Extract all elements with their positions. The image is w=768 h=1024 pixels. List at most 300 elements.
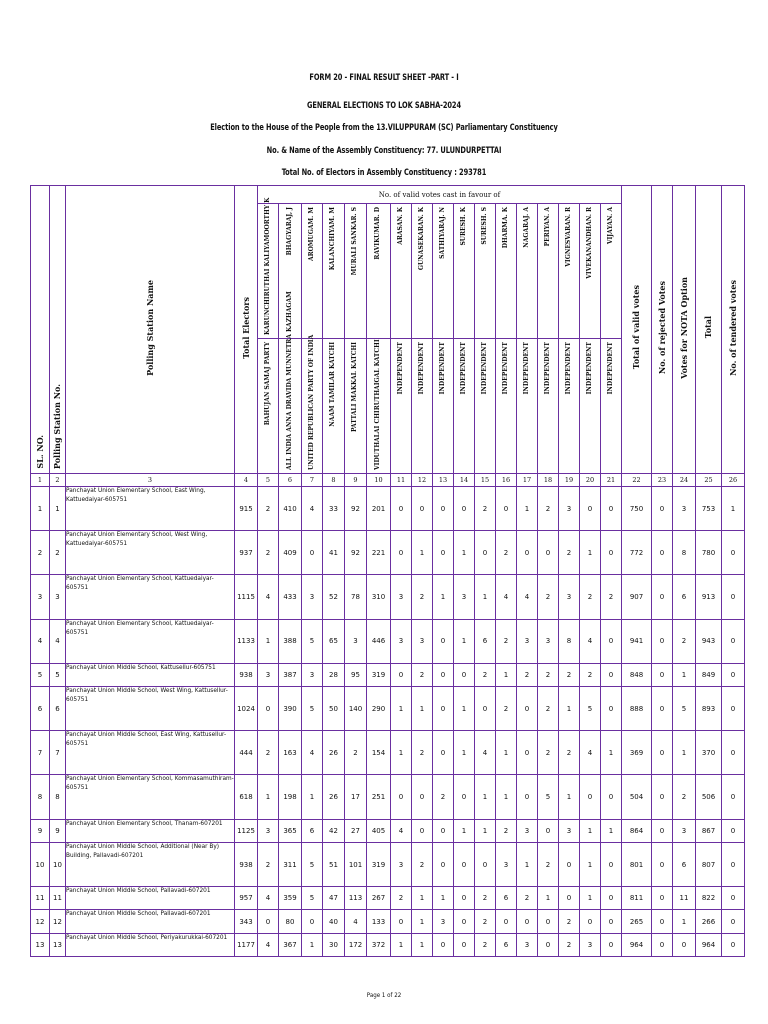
ps-name-cell: Panchayat Union Middle School, East Wing, Kattusellur-605751 xyxy=(66,731,235,775)
vote-cell: 359 xyxy=(279,887,302,910)
sl-no-cell: 12 xyxy=(31,910,50,933)
vote-cell: 1 xyxy=(391,731,412,775)
vote-cell: 221 xyxy=(367,531,391,575)
vote-cell: 92 xyxy=(345,487,367,531)
vote-cell: 4 xyxy=(475,731,496,775)
nota-cell: 5 xyxy=(673,687,696,731)
table-row xyxy=(31,887,745,910)
candidate-party: INDEPENDENT xyxy=(606,342,614,395)
total-cell: 807 xyxy=(696,842,722,886)
vote-cell: 4 xyxy=(258,575,279,619)
election-title: GENERAL ELECTIONS TO LOK SABHA-2024 xyxy=(306,101,462,111)
candidate-name: SATHIYARAJ. N xyxy=(438,207,446,259)
vote-cell: 1 xyxy=(559,687,580,731)
vote-cell: 2 xyxy=(580,663,601,686)
candidate-party: INDEPENDENT xyxy=(459,342,467,395)
nota-cell: 11 xyxy=(673,887,696,910)
vote-cell: 0 xyxy=(433,687,454,731)
vote-cell: 2 xyxy=(475,910,496,933)
vote-cell: 101 xyxy=(345,842,367,886)
vote-cell: 133 xyxy=(367,910,391,933)
nota-cell: 3 xyxy=(673,819,696,842)
vote-cell: 26 xyxy=(323,731,345,775)
ps-no-cell: 2 xyxy=(50,531,66,575)
vote-cell: 28 xyxy=(323,663,345,686)
column-number: 10 xyxy=(367,474,391,487)
rejected-cell: 0 xyxy=(652,531,673,575)
vote-cell: 0 xyxy=(433,731,454,775)
vote-cell: 3 xyxy=(580,933,601,956)
column-number: 21 xyxy=(601,474,622,487)
vote-cell: 372 xyxy=(367,933,391,956)
vote-cell: 1 xyxy=(412,887,433,910)
total-valid-cell: 907 xyxy=(622,575,652,619)
total-valid-cell: 941 xyxy=(622,619,652,663)
column-number: 4 xyxy=(235,474,258,487)
vote-cell: 1 xyxy=(559,775,580,819)
vote-cell: 1 xyxy=(601,731,622,775)
vote-cell: 2 xyxy=(538,731,559,775)
vote-cell: 3 xyxy=(433,910,454,933)
vote-cell: 4 xyxy=(580,731,601,775)
vote-cell: 1 xyxy=(538,887,559,910)
total-electors-title: Total No. of Electors in Assembly Constituency : 293781 xyxy=(281,168,487,178)
candidate-party: INDEPENDENT xyxy=(564,342,572,395)
total-valid-cell: 811 xyxy=(622,887,652,910)
tendered-cell: 0 xyxy=(722,575,745,619)
vote-cell: 92 xyxy=(345,531,367,575)
vote-cell: 1 xyxy=(258,775,279,819)
vote-cell: 3 xyxy=(391,619,412,663)
vote-cell: 387 xyxy=(279,663,302,686)
vote-cell: 3 xyxy=(517,619,538,663)
vote-cell: 3 xyxy=(391,575,412,619)
electors-cell: 1115 xyxy=(235,575,258,619)
vote-cell: 3 xyxy=(454,575,475,619)
candidate-header xyxy=(279,204,302,474)
nota-cell: 3 xyxy=(673,487,696,531)
vote-cell: 33 xyxy=(323,487,345,531)
vote-cell: 198 xyxy=(279,775,302,819)
vote-cell: 1 xyxy=(412,687,433,731)
vote-cell: 0 xyxy=(433,531,454,575)
vote-cell: 2 xyxy=(496,531,517,575)
column-number: 25 xyxy=(696,474,722,487)
column-number: 8 xyxy=(323,474,345,487)
column-number: 14 xyxy=(454,474,475,487)
vote-cell: 1 xyxy=(496,775,517,819)
vote-cell: 0 xyxy=(580,487,601,531)
candidate-header xyxy=(345,204,367,474)
vote-cell: 0 xyxy=(517,687,538,731)
vote-cell: 3 xyxy=(302,663,323,686)
vote-cell: 0 xyxy=(391,531,412,575)
vote-cell: 3 xyxy=(538,619,559,663)
vote-cell: 0 xyxy=(559,842,580,886)
vote-cell: 4 xyxy=(517,575,538,619)
vote-cell: 1 xyxy=(517,842,538,886)
sl-no-cell: 4 xyxy=(31,619,50,663)
nota-cell: 6 xyxy=(673,575,696,619)
rejected-cell: 0 xyxy=(652,663,673,686)
candidate-header xyxy=(601,204,622,474)
vote-cell: 1 xyxy=(475,575,496,619)
vote-cell: 113 xyxy=(345,887,367,910)
table-row xyxy=(31,933,745,956)
vote-cell: 1 xyxy=(601,819,622,842)
vote-cell: 2 xyxy=(559,910,580,933)
table-row xyxy=(31,619,745,663)
candidate-header xyxy=(559,204,580,474)
vote-cell: 4 xyxy=(258,933,279,956)
column-number: 22 xyxy=(622,474,652,487)
vote-cell: 0 xyxy=(412,819,433,842)
vote-cell: 0 xyxy=(601,531,622,575)
result-table xyxy=(30,185,745,957)
candidate-party: INDEPENDENT xyxy=(501,342,509,395)
vote-cell: 405 xyxy=(367,819,391,842)
vote-cell: 4 xyxy=(580,619,601,663)
electors-cell: 343 xyxy=(235,910,258,933)
rejected-cell: 0 xyxy=(652,731,673,775)
ps-name-cell: Panchayat Union Elementary School, Thanam-607201 xyxy=(66,819,235,842)
candidate-party: NAAM TAMILAR KATCHI xyxy=(329,342,337,427)
electors-cell: 937 xyxy=(235,531,258,575)
tendered-cell: 0 xyxy=(722,619,745,663)
column-number: 18 xyxy=(538,474,559,487)
vote-cell: 0 xyxy=(454,933,475,956)
total-cell: 849 xyxy=(696,663,722,686)
ps-name-cell: Panchayat Union Middle School, Kattusellur-605751 xyxy=(66,663,235,686)
vote-cell: 65 xyxy=(323,619,345,663)
vote-cell: 30 xyxy=(323,933,345,956)
candidate-header xyxy=(517,204,538,474)
ps-name-cell: Panchayat Union Elementary School, Kattuedaiyar-605751 xyxy=(66,575,235,619)
vote-cell: 0 xyxy=(517,775,538,819)
total-valid-cell: 265 xyxy=(622,910,652,933)
vote-cell: 0 xyxy=(454,842,475,886)
vote-cell: 0 xyxy=(601,842,622,886)
vote-cell: 1 xyxy=(433,575,454,619)
vote-cell: 2 xyxy=(538,842,559,886)
vote-cell: 2 xyxy=(258,731,279,775)
vote-cell: 4 xyxy=(391,819,412,842)
vote-cell: 1 xyxy=(412,910,433,933)
candidate-header xyxy=(454,204,475,474)
vote-cell: 2 xyxy=(538,487,559,531)
vote-cell: 2 xyxy=(496,619,517,663)
column-number: 2 xyxy=(50,474,66,487)
column-number: 23 xyxy=(652,474,673,487)
vote-cell: 311 xyxy=(279,842,302,886)
vote-cell: 6 xyxy=(302,819,323,842)
vote-cell: 3 xyxy=(517,819,538,842)
tendered-cell: 0 xyxy=(722,933,745,956)
sl-no-cell: 6 xyxy=(31,687,50,731)
vote-cell: 2 xyxy=(391,887,412,910)
vote-cell: 201 xyxy=(367,487,391,531)
column-number: 24 xyxy=(673,474,696,487)
candidate-name: VIGNESVARAN. R xyxy=(564,207,572,267)
candidate-name: VIVEKANANDHAN. R xyxy=(585,207,593,279)
vote-cell: 1 xyxy=(580,842,601,886)
ps-no-cell: 6 xyxy=(50,687,66,731)
candidate-name: RAVIKUMAR. D xyxy=(374,207,382,260)
total-cell: 913 xyxy=(696,575,722,619)
vote-cell: 0 xyxy=(454,775,475,819)
total-valid-cell: 504 xyxy=(622,775,652,819)
candidate-party: INDEPENDENT xyxy=(543,342,551,395)
vote-cell: 388 xyxy=(279,619,302,663)
vote-cell: 433 xyxy=(279,575,302,619)
rejected-cell: 0 xyxy=(652,775,673,819)
candidate-header xyxy=(580,204,601,474)
vote-cell: 5 xyxy=(302,619,323,663)
vote-cell: 3 xyxy=(412,619,433,663)
sl-no-cell: 9 xyxy=(31,819,50,842)
total-valid-cell: 888 xyxy=(622,687,652,731)
vote-cell: 0 xyxy=(433,663,454,686)
candidate-party: PATTALI MAKKAL KATCHI xyxy=(351,342,359,433)
table-row xyxy=(31,731,745,775)
vote-cell: 319 xyxy=(367,663,391,686)
candidate-header xyxy=(538,204,559,474)
tendered-cell: 0 xyxy=(722,819,745,842)
ps-no-cell: 9 xyxy=(50,819,66,842)
vote-cell: 0 xyxy=(391,910,412,933)
col-valid-votes-group: No. of valid votes cast in favour of xyxy=(258,186,622,204)
vote-cell: 4 xyxy=(258,887,279,910)
total-cell: 266 xyxy=(696,910,722,933)
col-ps-name: Polling Station Name xyxy=(66,186,235,474)
vote-cell: 17 xyxy=(345,775,367,819)
sl-no-cell: 5 xyxy=(31,663,50,686)
vote-cell: 0 xyxy=(454,663,475,686)
rejected-cell: 0 xyxy=(652,842,673,886)
nota-cell: 1 xyxy=(673,731,696,775)
vote-cell: 1 xyxy=(302,933,323,956)
total-valid-cell: 801 xyxy=(622,842,652,886)
vote-cell: 4 xyxy=(302,487,323,531)
sl-no-cell: 3 xyxy=(31,575,50,619)
candidate-header xyxy=(391,204,412,474)
vote-cell: 0 xyxy=(517,531,538,575)
vote-cell: 1 xyxy=(517,487,538,531)
total-valid-cell: 848 xyxy=(622,663,652,686)
vote-cell: 3 xyxy=(517,933,538,956)
vote-cell: 290 xyxy=(367,687,391,731)
ps-no-cell: 5 xyxy=(50,663,66,686)
vote-cell: 2 xyxy=(538,663,559,686)
column-number: 13 xyxy=(433,474,454,487)
vote-cell: 0 xyxy=(601,663,622,686)
total-cell: 867 xyxy=(696,819,722,842)
nota-cell: 8 xyxy=(673,531,696,575)
vote-cell: 2 xyxy=(559,663,580,686)
vote-cell: 6 xyxy=(475,619,496,663)
candidate-party: INDEPENDENT xyxy=(417,342,425,395)
candidate-name: AROMUGAM. M xyxy=(307,207,315,261)
vote-cell: 0 xyxy=(601,910,622,933)
vote-cell: 1 xyxy=(580,531,601,575)
vote-cell: 2 xyxy=(433,775,454,819)
candidate-party: INDEPENDENT xyxy=(396,342,404,395)
vote-cell: 1 xyxy=(475,775,496,819)
tendered-cell: 0 xyxy=(722,531,745,575)
vote-cell: 4 xyxy=(302,731,323,775)
vote-cell: 2 xyxy=(559,933,580,956)
rejected-cell: 0 xyxy=(652,687,673,731)
total-valid-cell: 772 xyxy=(622,531,652,575)
candidate-name: VIJAYAN. A xyxy=(606,207,614,245)
vote-cell: 140 xyxy=(345,687,367,731)
candidate-name: DHARMA. K xyxy=(501,207,509,249)
total-valid-cell: 750 xyxy=(622,487,652,531)
candidate-header xyxy=(258,197,279,474)
vote-cell: 1 xyxy=(391,933,412,956)
vote-cell: 2 xyxy=(538,687,559,731)
candidate-party: INDEPENDENT xyxy=(585,342,593,395)
vote-cell: 41 xyxy=(323,531,345,575)
candidate-header xyxy=(475,204,496,474)
vote-cell: 3 xyxy=(559,819,580,842)
column-number: 17 xyxy=(517,474,538,487)
vote-cell: 0 xyxy=(433,487,454,531)
vote-cell: 1 xyxy=(580,887,601,910)
tendered-cell: 0 xyxy=(722,687,745,731)
column-number: 26 xyxy=(722,474,745,487)
candidate-name: ARASAN. K xyxy=(396,207,404,245)
vote-cell: 47 xyxy=(323,887,345,910)
vote-cell: 0 xyxy=(538,933,559,956)
vote-cell: 1 xyxy=(391,687,412,731)
candidate-party: INDEPENDENT xyxy=(522,342,530,395)
electors-cell: 938 xyxy=(235,663,258,686)
vote-cell: 154 xyxy=(367,731,391,775)
vote-cell: 410 xyxy=(279,487,302,531)
nota-cell: 1 xyxy=(673,663,696,686)
col-nota: Votes for NOTA Option xyxy=(673,186,696,474)
vote-cell: 0 xyxy=(391,775,412,819)
vote-cell: 40 xyxy=(323,910,345,933)
ps-name-cell: Panchayat Union Middle School, Additional (Near By) Building, Pallavadi-607201 xyxy=(66,842,235,886)
candidate-name: SURESH. S xyxy=(480,207,488,245)
ps-no-cell: 13 xyxy=(50,933,66,956)
candidate-party: UNITED REPUBLICAN PARTY OF INDIA xyxy=(307,334,315,470)
vote-cell: 0 xyxy=(433,619,454,663)
table-row xyxy=(31,487,745,531)
nota-cell: 6 xyxy=(673,842,696,886)
electors-cell: 915 xyxy=(235,487,258,531)
total-cell: 822 xyxy=(696,887,722,910)
table-row xyxy=(31,575,745,619)
vote-cell: 1 xyxy=(454,819,475,842)
candidate-header xyxy=(433,204,454,474)
ps-name-cell: Panchayat Union Elementary School, Kattuedaiyar-605751 xyxy=(66,619,235,663)
vote-cell: 2 xyxy=(475,887,496,910)
vote-cell: 409 xyxy=(279,531,302,575)
vote-cell: 2 xyxy=(538,575,559,619)
col-rejected: No. of rejected Votes xyxy=(652,186,673,474)
vote-cell: 2 xyxy=(559,531,580,575)
nota-cell: 1 xyxy=(673,910,696,933)
vote-cell: 2 xyxy=(258,487,279,531)
candidate-party: INDEPENDENT xyxy=(438,342,446,395)
vote-cell: 367 xyxy=(279,933,302,956)
nota-cell: 0 xyxy=(673,933,696,956)
vote-cell: 1 xyxy=(302,775,323,819)
constituency-title: Election to the House of the People from the 13.VILUPPURAM (SC) Parliamentary Constituency xyxy=(210,123,558,133)
vote-cell: 0 xyxy=(496,487,517,531)
vote-cell: 0 xyxy=(601,887,622,910)
vote-cell: 2 xyxy=(258,531,279,575)
candidate-name: KARUNCHIRUTHAI KALIYAMOORTHY K xyxy=(263,197,271,335)
total-valid-cell: 964 xyxy=(622,933,652,956)
vote-cell: 80 xyxy=(279,910,302,933)
vote-cell: 0 xyxy=(475,842,496,886)
vote-cell: 1 xyxy=(454,531,475,575)
ps-name-cell: Panchayat Union Elementary School, East Wing, Kattuedaiyar-605751 xyxy=(66,487,235,531)
electors-cell: 938 xyxy=(235,842,258,886)
vote-cell: 0 xyxy=(601,619,622,663)
vote-cell: 0 xyxy=(412,487,433,531)
candidate-name: PERIYAN. A xyxy=(543,207,551,247)
vote-cell: 51 xyxy=(323,842,345,886)
col-tendered: No. of tendered votes xyxy=(722,186,745,474)
ps-name-cell: Panchayat Union Elementary School, West Wing, Kattuedaiyar-605751 xyxy=(66,531,235,575)
vote-cell: 5 xyxy=(580,687,601,731)
vote-cell: 0 xyxy=(538,531,559,575)
vote-cell: 78 xyxy=(345,575,367,619)
vote-cell: 2 xyxy=(258,842,279,886)
candidate-name: SURESH. K xyxy=(459,207,467,246)
vote-cell: 2 xyxy=(496,687,517,731)
vote-cell: 0 xyxy=(475,531,496,575)
vote-cell: 5 xyxy=(538,775,559,819)
candidate-name: GUNASEKARAN. K xyxy=(417,207,425,271)
vote-cell: 3 xyxy=(496,842,517,886)
rejected-cell: 0 xyxy=(652,933,673,956)
vote-cell: 1 xyxy=(412,531,433,575)
vote-cell: 0 xyxy=(391,487,412,531)
table-row xyxy=(31,819,745,842)
vote-cell: 2 xyxy=(601,575,622,619)
vote-cell: 0 xyxy=(302,910,323,933)
vote-cell: 0 xyxy=(601,687,622,731)
tendered-cell: 1 xyxy=(722,487,745,531)
rejected-cell: 0 xyxy=(652,887,673,910)
vote-cell: 2 xyxy=(496,819,517,842)
vote-cell: 5 xyxy=(302,842,323,886)
candidate-name: MURALI SANKAR. S xyxy=(351,207,359,276)
vote-cell: 42 xyxy=(323,819,345,842)
total-cell: 893 xyxy=(696,687,722,731)
vote-cell: 0 xyxy=(580,775,601,819)
column-number: 5 xyxy=(258,474,279,487)
vote-cell: 3 xyxy=(345,619,367,663)
table-row xyxy=(31,531,745,575)
vote-cell: 0 xyxy=(601,933,622,956)
sl-no-cell: 13 xyxy=(31,933,50,956)
rejected-cell: 0 xyxy=(652,619,673,663)
vote-cell: 0 xyxy=(433,842,454,886)
vote-cell: 6 xyxy=(496,933,517,956)
vote-cell: 0 xyxy=(412,775,433,819)
vote-cell: 163 xyxy=(279,731,302,775)
vote-cell: 1 xyxy=(433,887,454,910)
vote-cell: 1 xyxy=(454,619,475,663)
column-number: 3 xyxy=(66,474,235,487)
